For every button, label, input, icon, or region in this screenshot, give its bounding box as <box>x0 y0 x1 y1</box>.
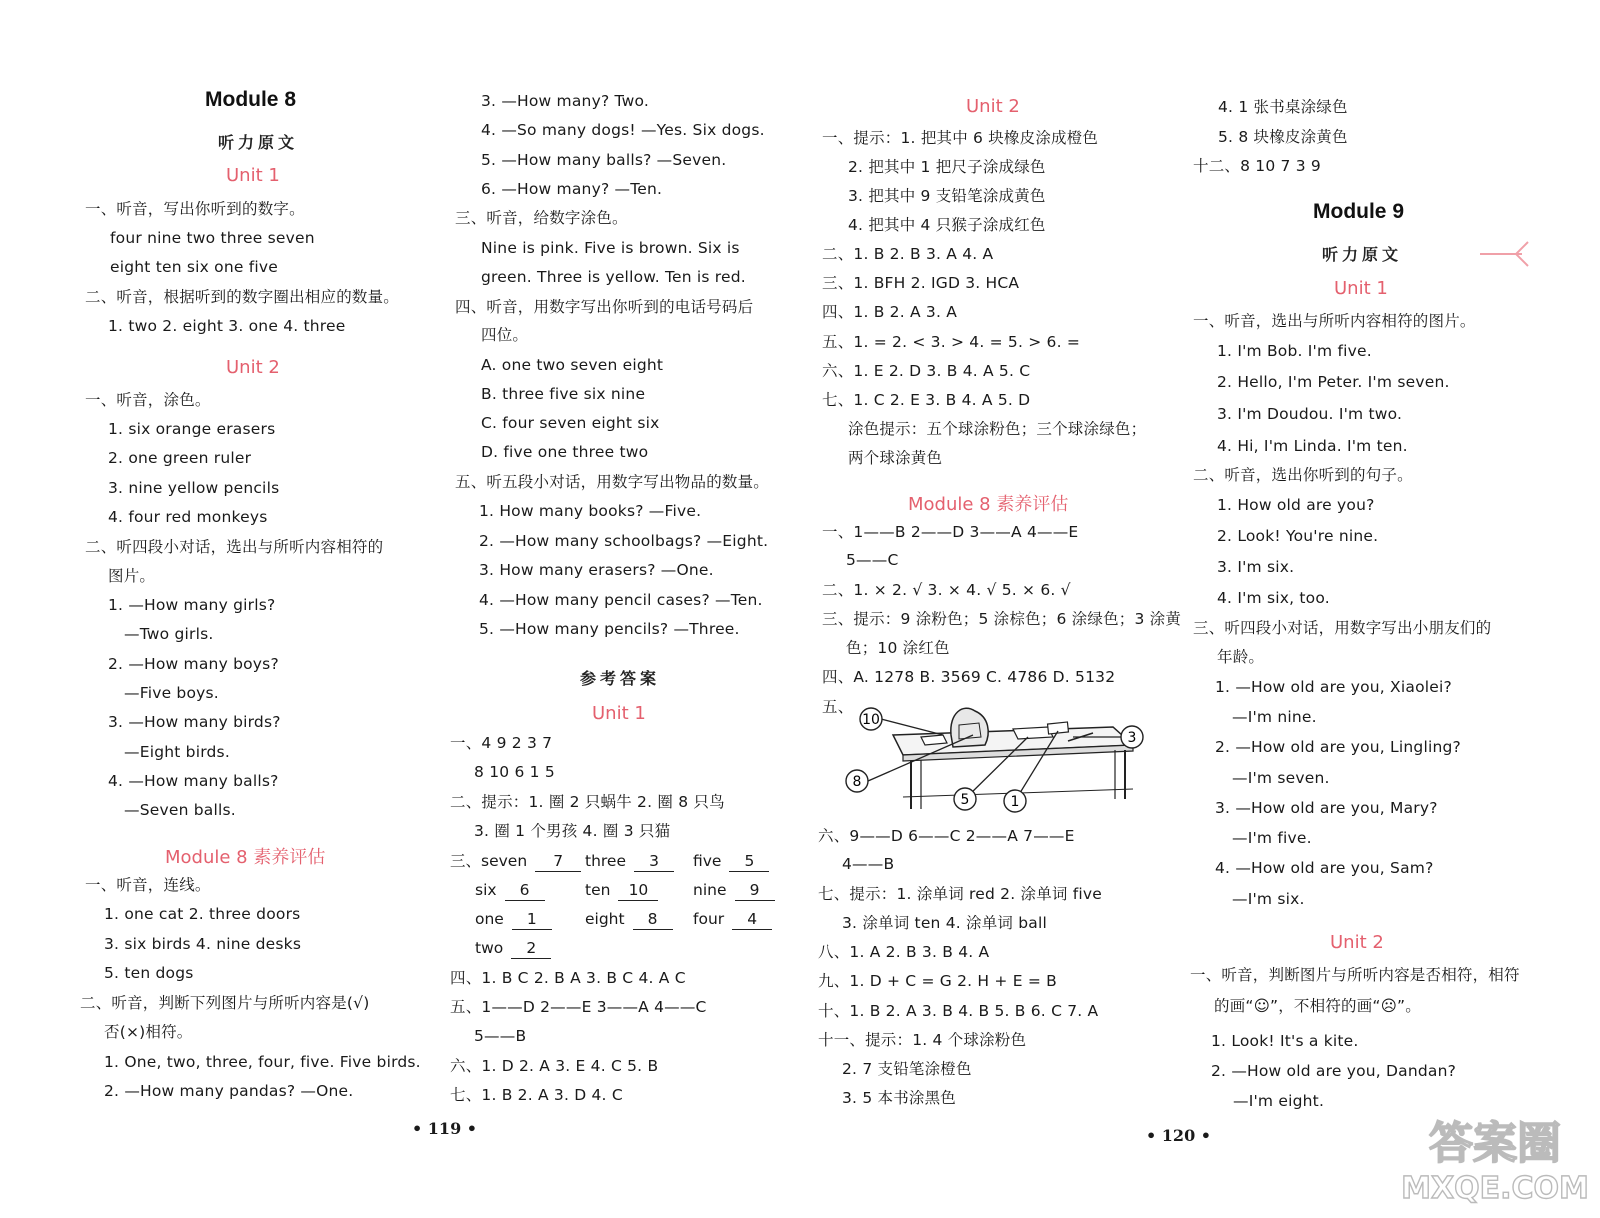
text-line: 3. 把其中 9 支铅笔涂成黄色 <box>848 187 1046 205</box>
text-line: 2. —How old are you, Lingling? <box>1215 738 1461 756</box>
text-line: —Eight birds. <box>124 743 230 761</box>
text-line: 四、A. 1278 B. 3569 C. 4786 D. 5132 <box>822 668 1116 686</box>
text-line: 三、听音，给数字涂色。 <box>455 209 628 227</box>
answers-unit-2-heading: Unit 2 <box>966 96 1020 117</box>
text-line: 三、听四段小对话，用数字写出小朋友们的 <box>1193 619 1492 637</box>
text-line: 5——B <box>474 1027 527 1045</box>
text-line: 一、听音，涂色。 <box>85 391 211 409</box>
text-line: 一、1——B 2——D 3——A 4——E <box>822 523 1079 541</box>
text-line: A. one two seven eight <box>481 356 664 374</box>
text-line: —Five boys. <box>124 684 219 702</box>
text-line: eight ten six one five <box>110 258 278 276</box>
text-line: 3. 圈 1 个男孩 4. 圈 3 只猫 <box>474 822 671 840</box>
text-line: 2. —How old are you, Dandan? <box>1211 1062 1457 1080</box>
text-line: —I'm seven. <box>1232 769 1330 787</box>
page-number-120: • 120 • <box>1146 1126 1211 1145</box>
answers-heading: 参考答案 <box>580 669 661 688</box>
fill-word: six <box>475 881 497 899</box>
fill-item-nine <box>693 880 775 901</box>
fill-item-five <box>693 851 769 872</box>
text-line: 5. ten dogs <box>104 964 194 982</box>
text-line: 五、1. = 2. < 3. > 4. = 5. > 6. = <box>822 333 1081 351</box>
diagram-label: 5 <box>960 792 970 808</box>
fill-item-ten <box>585 880 658 901</box>
text-line: 两个球涂黄色 <box>848 449 943 467</box>
text-line: 5. —How many balls? —Seven. <box>481 151 727 169</box>
module-9-unit-2-heading: Unit 2 <box>1330 932 1384 953</box>
text-line: 二、1. × 2. √ 3. × 4. √ 5. × 6. √ <box>822 581 1071 599</box>
text-line: 七、提示：1. 涂单词 red 2. 涂单词 five <box>818 885 1102 903</box>
text-line: 一、听音，判断图片与所听内容是否相符，相符 <box>1190 966 1520 984</box>
text-line: 6. —How many? —Ten. <box>481 180 663 198</box>
text-line: 3. I'm Doudou. I'm two. <box>1217 405 1403 423</box>
text-line: —Two girls. <box>124 625 214 643</box>
text-line: 4. —How many balls? <box>108 772 279 790</box>
schoolbag-icon <box>951 708 988 747</box>
text-line: 图片。 <box>108 567 156 585</box>
text-line: 2. one green ruler <box>108 449 252 467</box>
text-line: 三、1. BFH 2. IGD 3. HCA <box>822 274 1020 292</box>
watermark-logo <box>1400 1110 1590 1210</box>
fill-item-four <box>693 909 772 930</box>
text-line: 一、听音，连线。 <box>85 876 211 894</box>
text-line: 2. —How many boys? <box>108 655 279 673</box>
text-line: 4. four red monkeys <box>108 508 268 526</box>
answers-unit-1-heading: Unit 1 <box>592 703 646 724</box>
text-line: 否(×)相符。 <box>104 1023 193 1041</box>
fill-answer: 10 <box>618 880 658 901</box>
text-line: 1. How many books? —Five. <box>479 502 702 520</box>
fill-answer: 1 <box>512 909 552 930</box>
text-line: 二、听四段小对话，选出与所听内容相符的 <box>85 538 384 556</box>
text-line: Nine is pink. Five is brown. Six is <box>481 239 740 257</box>
fill-word: ten <box>585 881 611 899</box>
text-line: 二、1. B 2. B 3. A 4. A <box>822 245 994 263</box>
text-line: 二、听音，判断下列图片与所听内容是(√) <box>80 994 370 1012</box>
text-line: 2. 7 支铅笔涂橙色 <box>842 1060 972 1078</box>
text-line: 3. How many erasers? —One. <box>479 561 714 579</box>
text-line: 色；10 涂红色 <box>846 639 950 657</box>
book-icon <box>1013 727 1053 739</box>
text-line: 3. —How many? Two. <box>481 92 650 110</box>
fill-item-eight <box>585 909 673 930</box>
text-line: 二、听音，选出你听到的句子。 <box>1193 466 1413 484</box>
text-line: —I'm five. <box>1232 829 1312 847</box>
text-line: 九、1. D + C = G 2. H + E = B <box>818 972 1057 990</box>
listening-script-heading: 听力原文 <box>218 133 299 152</box>
text-line: 1. I'm Bob. I'm five. <box>1217 342 1372 360</box>
text-line: 4. —So many dogs! —Yes. Six dogs. <box>481 121 765 139</box>
text-line: —I'm six. <box>1232 890 1305 908</box>
text-line: —I'm eight. <box>1233 1092 1325 1110</box>
fill-answer: 6 <box>505 880 545 901</box>
text-line: 二、听音，根据听到的数字圈出相应的数量。 <box>85 288 400 306</box>
text-line: 4——B <box>842 855 895 873</box>
fill-word: two <box>475 939 504 957</box>
text-line: 四位。 <box>481 326 529 344</box>
diagram-label: 3 <box>1127 730 1137 746</box>
decorative-arrow-icon <box>1480 240 1530 270</box>
text-line: 三、提示：9 涂粉色；5 涂棕色；6 涂绿色；3 涂黄 <box>822 610 1182 628</box>
text-line: 5. —How many pencils? —Three. <box>479 620 740 638</box>
module-9-unit-1-heading: Unit 1 <box>1334 278 1388 299</box>
text-line: 4. 把其中 4 只猴子涂成红色 <box>848 216 1046 234</box>
text-line: 3. nine yellow pencils <box>108 479 280 497</box>
text-line: 5. 8 块橡皮涂黄色 <box>1218 128 1348 146</box>
text-line: B. three five six nine <box>481 385 646 403</box>
text-line: 1. —How old are you, Xiaolei? <box>1215 678 1452 696</box>
text-line: 4. —How many pencil cases? —Ten. <box>479 591 763 609</box>
text-line: 4. I'm six, too. <box>1217 589 1330 607</box>
text-line: D. five one three two <box>481 443 649 461</box>
fill-word: four <box>693 910 725 928</box>
text-line: —I'm nine. <box>1232 708 1317 726</box>
text-line: 1. one cat 2. three doors <box>104 905 301 923</box>
text-line: green. Three is yellow. Ten is red. <box>481 268 746 286</box>
text-line: four nine two three seven <box>110 229 315 247</box>
text-line: 5——C <box>846 551 899 569</box>
text-line: 2. —How many schoolbags? —Eight. <box>479 532 769 550</box>
text-line: 2. Hello, I'm Peter. I'm seven. <box>1217 373 1450 391</box>
text-line: —Seven balls. <box>124 801 236 819</box>
fill-answer: 9 <box>735 880 775 901</box>
text-line: 3. I'm six. <box>1217 558 1295 576</box>
fill-item-three <box>585 851 674 872</box>
text-line: 四、听音，用数字写出你听到的电话号码后 <box>455 298 754 316</box>
text-line: 4. Hi, I'm Linda. I'm ten. <box>1217 437 1408 455</box>
fill-answer: 4 <box>732 909 772 930</box>
text-line: 一、提示：1. 把其中 6 块橡皮涂成橙色 <box>822 129 1099 147</box>
watermark-text: 答案圈 <box>1429 1118 1561 1169</box>
module-9-title: Module 9 <box>1313 200 1405 223</box>
fill-answer: 8 <box>633 909 673 930</box>
fill-word: one <box>475 910 504 928</box>
fill-word: nine <box>693 881 727 899</box>
fill-word: three <box>585 852 627 870</box>
text-line: 十、1. B 2. A 3. B 4. B 5. B 6. C 7. A <box>818 1002 1099 1020</box>
text-line: 3. 涂单词 ten 4. 涂单词 ball <box>842 914 1047 932</box>
text-line: 3. 5 本书涂黑色 <box>842 1089 957 1107</box>
text-line: 1. two 2. eight 3. one 4. three <box>108 317 346 335</box>
unit-1-heading: Unit 1 <box>226 165 280 186</box>
fill-item-seven <box>450 851 581 872</box>
text-line: 1. —How many girls? <box>108 596 276 614</box>
text-line: 年龄。 <box>1217 648 1265 666</box>
text-line: 2. 把其中 1 把尺子涂成绿色 <box>848 158 1046 176</box>
text-line: 五、 <box>822 698 854 716</box>
text-line: 2. —How many pandas? —One. <box>104 1082 354 1100</box>
text-line: 8 10 6 1 5 <box>474 763 555 781</box>
page-number-119: • 119 • <box>412 1119 477 1138</box>
module-8-eval-heading: Module 8 素养评估 <box>165 847 326 868</box>
text-line: 六、1. E 2. D 3. B 4. A 5. C <box>822 362 1031 380</box>
watermark-url: MXQE.COM <box>1401 1171 1589 1206</box>
text-line: 四、1. B C 2. B A 3. B C 4. A C <box>450 969 686 987</box>
text-line: 五、1——D 2——E 3——A 4——C <box>450 998 707 1016</box>
text-line: 的画“☺”，不相符的画“☹”。 <box>1214 997 1421 1015</box>
text-line: 4. 1 张书桌涂绿色 <box>1218 98 1348 116</box>
text-line: 1. six orange erasers <box>108 420 276 438</box>
answers-module-8-eval-heading: Module 8 素养评估 <box>908 494 1069 515</box>
text-line: 七、1. B 2. A 3. D 4. C <box>450 1086 623 1104</box>
fill-word: five <box>693 852 722 870</box>
module-9-listening-heading: 听力原文 <box>1322 245 1403 264</box>
unit-2-heading: Unit 2 <box>226 357 280 378</box>
text-line: 3. —How many birds? <box>108 713 281 731</box>
text-line: 六、1. D 2. A 3. E 4. C 5. B <box>450 1057 659 1075</box>
text-line: 二、提示：1. 圈 2 只蜗牛 2. 圈 8 只鸟 <box>450 793 725 811</box>
text-line: 一、听音，写出你听到的数字。 <box>85 200 305 218</box>
text-line: 涂色提示：五个球涂粉色；三个球涂绿色； <box>848 420 1147 438</box>
text-line: C. four seven eight six <box>481 414 660 432</box>
text-line: 十二、8 10 7 3 9 <box>1193 157 1321 175</box>
text-line: 1. One, two, three, four, five. Five birds. <box>104 1053 421 1071</box>
text-line: 四、1. B 2. A 3. A <box>822 303 958 321</box>
fill-answer: 5 <box>729 851 769 872</box>
fill-answer: 3 <box>634 851 674 872</box>
fill-item-one <box>475 909 552 930</box>
pointer-line <box>881 719 943 735</box>
text-line: 1. Look! It's a kite. <box>1211 1032 1359 1050</box>
fill-answer: 7 <box>535 851 581 872</box>
text-line: 3. six birds 4. nine desks <box>104 935 302 953</box>
text-line: 七、1. C 2. E 3. B 4. A 5. D <box>822 391 1031 409</box>
fill-word: eight <box>585 910 625 928</box>
text-line: 一、4 9 2 3 7 <box>450 734 553 752</box>
fill-word: 三、seven <box>450 852 528 870</box>
fill-item-six <box>475 880 545 901</box>
text-line: 2. Look! You're nine. <box>1217 527 1379 545</box>
text-line: 八、1. A 2. B 3. B 4. A <box>818 943 990 961</box>
diagram-label: 8 <box>852 774 862 790</box>
fill-item-two <box>475 938 551 959</box>
diagram-label: 10 <box>862 712 880 728</box>
diagram-label: 1 <box>1010 794 1020 810</box>
text-line: 十一、提示：1. 4 个球涂粉色 <box>818 1031 1027 1049</box>
text-line: 3. —How old are you, Mary? <box>1215 799 1438 817</box>
text-line: 一、听音，选出与所听内容相符的图片。 <box>1193 312 1476 330</box>
desk-matching-diagram <box>843 705 1153 825</box>
text-line: 六、9——D 6——C 2——A 7——E <box>818 827 1075 845</box>
text-line: 1. How old are you? <box>1217 496 1375 514</box>
text-line: 4. —How old are you, Sam? <box>1215 859 1434 877</box>
fill-answer: 2 <box>511 938 551 959</box>
book-icon <box>921 735 947 745</box>
module-8-title: Module 8 <box>205 88 297 111</box>
text-line: 五、听五段小对话，用数字写出物品的数量。 <box>455 473 770 491</box>
